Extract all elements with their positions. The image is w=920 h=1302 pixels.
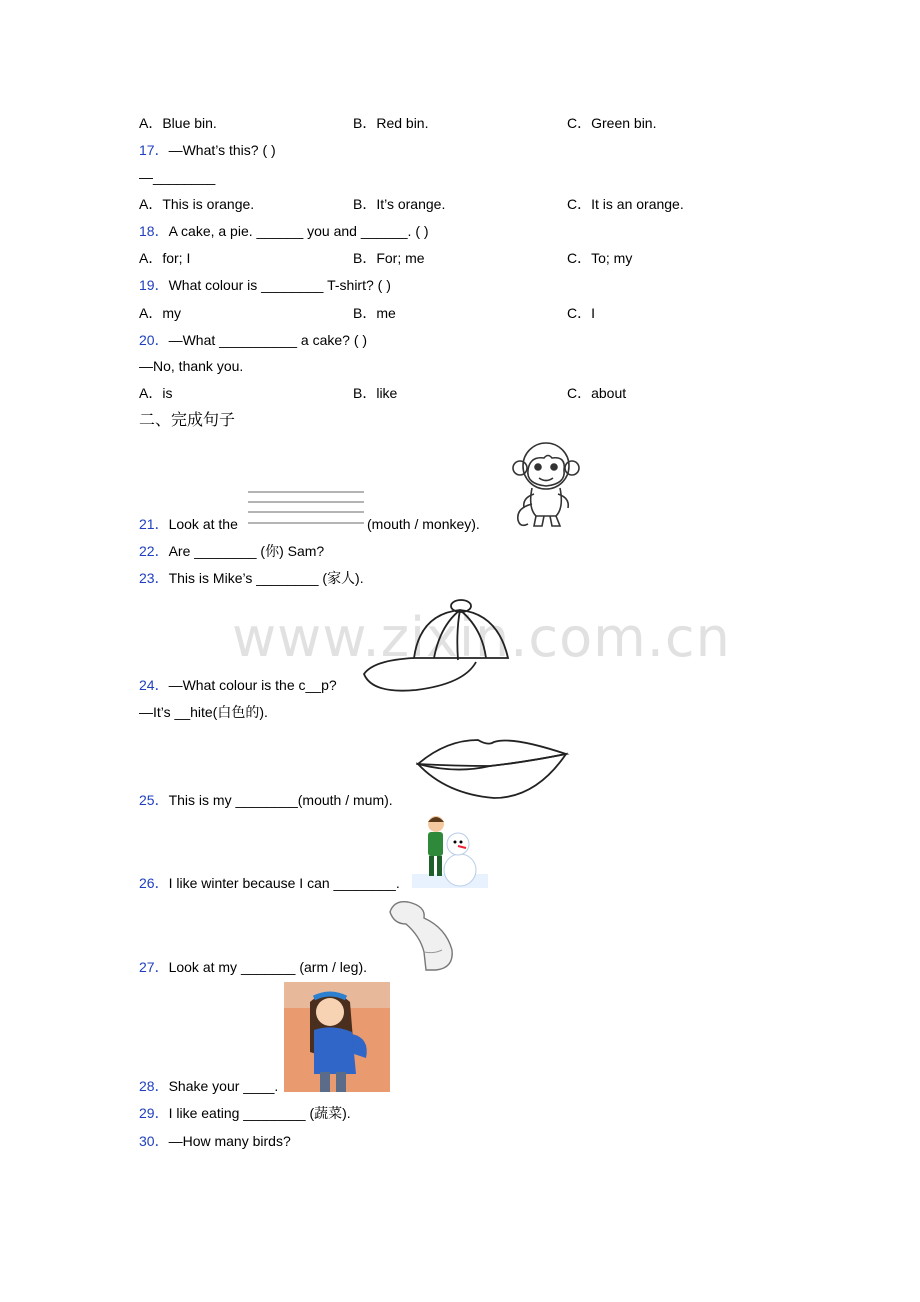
girl-picture [284, 982, 390, 1092]
q19-option-b: B．me [353, 305, 396, 321]
q27-question [139, 958, 367, 976]
q21-writing-lines [248, 488, 364, 528]
q20-number: 20． [139, 332, 169, 348]
monkey-picture [510, 438, 584, 530]
q16-option-b: B．Red bin. [353, 115, 429, 131]
q28-text: Shake your ____. [168, 1078, 279, 1094]
q27-text: Look at my _______ (arm / leg). [168, 959, 368, 975]
q17-option-c: C．It is an orange. [567, 196, 684, 212]
q23-text: This is Mike’s ________ (家人). [168, 570, 364, 586]
q29-text: I like eating ________ (蔬菜). [168, 1105, 351, 1121]
q20-answer-line: —No, thank you. [139, 358, 244, 374]
q17-question [139, 141, 276, 159]
q28-question [139, 1077, 278, 1095]
lips-picture [416, 732, 570, 802]
q21-text-before: Look at the [168, 516, 238, 532]
q18-option-b: B．For; me [353, 250, 425, 266]
q22-number: 22． [139, 543, 169, 559]
watermark: www.zixin.com.cn [232, 606, 731, 669]
q29-number: 29． [139, 1105, 169, 1121]
q30-question [139, 1132, 291, 1150]
q17-option-b: B．It’s orange. [353, 196, 446, 212]
q21-question [139, 515, 238, 533]
q26-text: I like winter because I can ________. [168, 875, 400, 891]
cap-picture [360, 596, 512, 694]
q16-option-c: C．Green bin. [567, 115, 657, 131]
q17-option-a: A．This is orange. [139, 196, 255, 212]
q19-number: 19． [139, 277, 169, 293]
q24-question [139, 676, 337, 694]
q20-option-b: B．like [353, 385, 398, 401]
q23-number: 23． [139, 570, 169, 586]
q27-number: 27． [139, 959, 169, 975]
q19-option-c: C．I [567, 305, 595, 321]
q25-text: This is my ________(mouth / mum). [168, 792, 393, 808]
q23-question [139, 569, 364, 587]
q22-question [139, 542, 324, 560]
q21-text-after: (mouth / monkey). [367, 516, 480, 532]
q17-number: 17． [139, 142, 169, 158]
q19-option-a: A．my [139, 305, 181, 321]
q18-text: A cake, a pie. ______ you and ______. ( ) [168, 223, 429, 239]
q18-number: 18． [139, 223, 169, 239]
q20-text: —What __________ a cake? ( ) [168, 332, 368, 348]
q20-question [139, 331, 367, 349]
q25-number: 25． [139, 792, 169, 808]
q25-question [139, 791, 393, 809]
q20-option-a: A．is [139, 385, 173, 401]
q18-option-c: C．To; my [567, 250, 633, 266]
q29-question [139, 1104, 351, 1122]
q21-number: 21． [139, 516, 169, 532]
q20-option-c: C．about [567, 385, 627, 401]
q19-question [139, 276, 391, 294]
q18-question [139, 222, 429, 240]
q28-number: 28． [139, 1078, 169, 1094]
q22-text: Are ________ (你) Sam? [168, 543, 325, 559]
q19-text: What colour is ________ T-shirt? ( ) [168, 277, 391, 293]
snowman-picture [412, 812, 488, 888]
q26-number: 26． [139, 875, 169, 891]
q18-option-a: A．for; I [139, 250, 191, 266]
q17-text: —What’s this? ( ) [168, 142, 276, 158]
q26-question [139, 874, 400, 892]
q16-option-a: A．Blue bin. [139, 115, 217, 131]
section-2-heading: 二、完成句子 [139, 412, 236, 429]
arm-picture [384, 898, 456, 972]
q30-text: —How many birds? [168, 1133, 291, 1149]
q24-text: —What colour is the c__p? [168, 677, 337, 693]
q17-answer-line: —________ [139, 169, 216, 185]
q24-answer-line: —It’s __hite(白色的). [139, 704, 268, 720]
q24-number: 24． [139, 677, 169, 693]
q30-number: 30． [139, 1133, 169, 1149]
